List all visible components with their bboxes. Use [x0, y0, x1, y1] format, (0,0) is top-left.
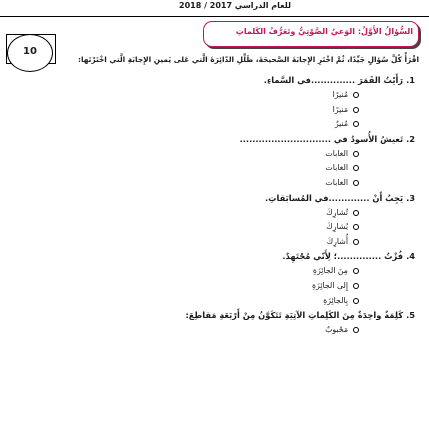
- option-3-2[interactable]: [35, 220, 415, 235]
- option-label: مَحْبوبٌ: [325, 325, 348, 335]
- question-text: يَجِبُ أَنْ .............في المُسابَقاتِ.: [265, 192, 404, 203]
- option-1-3[interactable]: [35, 117, 415, 132]
- radio-circle-icon[interactable]: [353, 107, 359, 113]
- question-number: 1.: [406, 75, 415, 85]
- option-label: الغابات: [325, 177, 348, 187]
- option-label: تُشارِكَ: [326, 207, 348, 217]
- score-badge: [7, 34, 53, 72]
- radio-circle-icon[interactable]: [353, 327, 359, 333]
- option-2-1[interactable]: [35, 147, 415, 162]
- score-value: 10: [23, 45, 37, 57]
- radio-circle-icon[interactable]: [353, 165, 359, 171]
- radio-circle-icon[interactable]: [353, 268, 359, 274]
- radio-circle-icon[interactable]: [353, 121, 359, 127]
- question-text: فُزْتُ ..............؛ لِأَنّي مُجْتَهِدٌ.: [282, 251, 404, 262]
- radio-circle-icon[interactable]: [353, 151, 359, 157]
- option-label: إِلى الجائِزَةِ: [311, 280, 348, 290]
- option-label: أُشارِكَ: [326, 236, 348, 246]
- radio-circle-icon[interactable]: [353, 239, 359, 245]
- option-label: مُنيرًا: [332, 90, 348, 99]
- radio-circle-icon[interactable]: [353, 224, 359, 230]
- question-5: [35, 308, 415, 323]
- option-1-2[interactable]: [35, 103, 415, 118]
- question-number: 3.: [406, 192, 415, 203]
- question-1: [35, 73, 415, 88]
- question-text: كَلِمَةٌ واحِدَةٌ مِنَ الكَلِماتِ الآتِيَةِ تَتَكَوَّنُ مِنْ أَرْبَعَةِ مَقاطِعَ:: [185, 310, 404, 321]
- option-3-1[interactable]: [35, 206, 415, 221]
- option-label: الغابات: [325, 148, 348, 158]
- radio-circle-icon[interactable]: [353, 283, 359, 289]
- option-label: مُنيرٌ: [334, 119, 348, 129]
- question-text: رَأَيْتُ القَمَرَ ..............في السَّماءِ.: [263, 75, 404, 85]
- option-2-2[interactable]: [35, 161, 415, 176]
- instruction-text: اقْرَأْ كُلَّ سُؤالٍ جَيِّدًا، ثُمَّ اخْتَرِ الإِجابَةَ الصَّحيحَةَ، ظَلِّلِ الدّائِرَةَ الَّتي عَلى يَمينِ الإِجابَةِ الَّتي اخْتَرْتَها:: [77, 55, 419, 64]
- option-4-2[interactable]: [35, 279, 415, 294]
- section-title: السُّؤالُ الأَوَّلُ: الوَعيُ الصَّوْتِيُّ وتَعَرُّفُ الكَلماتِ: [235, 27, 413, 36]
- question-text: تَعيشُ الأُسودُ في .............................: [239, 133, 404, 144]
- option-4-3[interactable]: [35, 294, 415, 309]
- option-5-1[interactable]: [35, 323, 415, 338]
- radio-circle-icon[interactable]: [353, 298, 359, 304]
- option-1-1[interactable]: [35, 88, 415, 103]
- option-label: يُشارِكَ: [326, 222, 348, 232]
- option-label: مِنَ الجائِزَةِ: [312, 266, 348, 276]
- option-4-1[interactable]: [35, 264, 415, 279]
- radio-circle-icon[interactable]: [353, 92, 359, 98]
- option-2-3[interactable]: [35, 176, 415, 191]
- questions-list: [35, 73, 415, 338]
- question-2: [35, 132, 415, 147]
- radio-circle-icon[interactable]: [353, 210, 359, 216]
- school-year-label: للعام الدراسي 2017 / 2018: [179, 1, 291, 10]
- question-number: 4.: [406, 251, 415, 262]
- option-label: الغابات: [325, 163, 348, 173]
- option-label: مَنيرًا: [332, 104, 348, 114]
- radio-circle-icon[interactable]: [353, 180, 359, 186]
- question-3: [35, 191, 415, 206]
- question-number: 2.: [406, 133, 415, 144]
- question-number: 5.: [406, 310, 415, 321]
- option-3-3[interactable]: [35, 235, 415, 250]
- question-4: [35, 249, 415, 264]
- option-label: بِالجائِزَةِ: [323, 295, 348, 305]
